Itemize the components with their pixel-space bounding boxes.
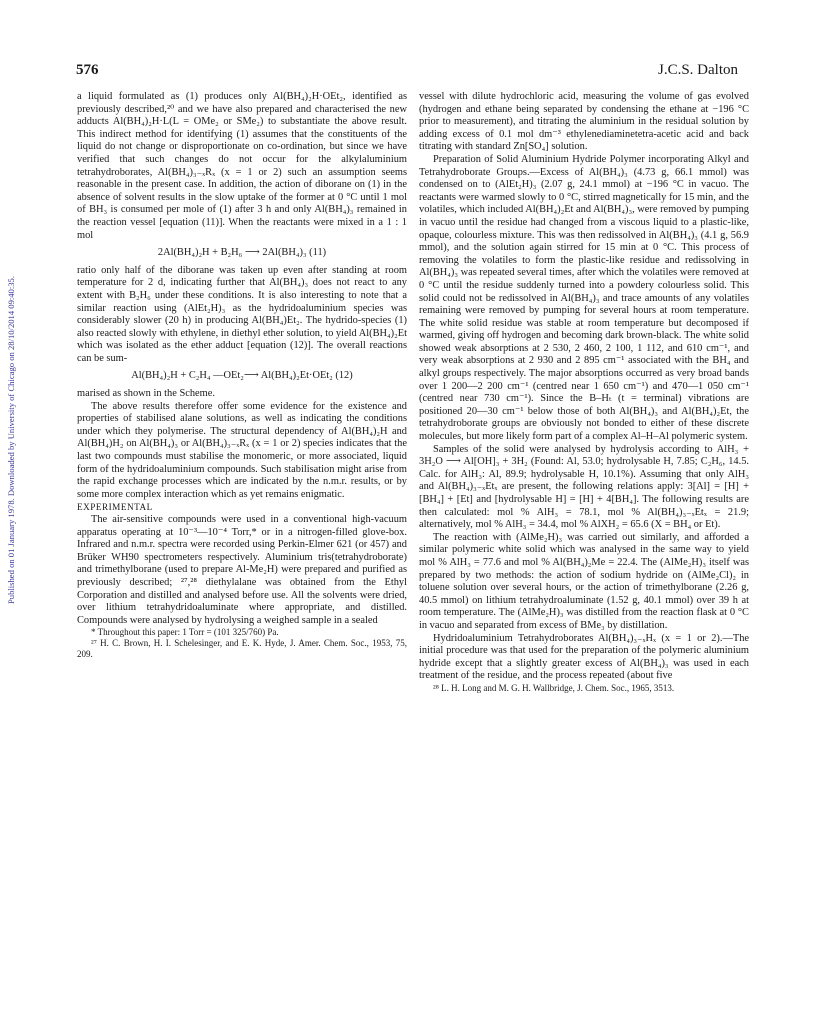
paragraph: marised as shown in the Scheme. bbox=[77, 388, 215, 400]
section-heading: EXPERIMENTAL bbox=[77, 502, 153, 513]
page-number: 576 bbox=[76, 62, 99, 78]
download-watermark bbox=[0, 180, 22, 700]
paragraph: The above results therefore offer some evidence for the existence and properties of stabilised alane solutions, as well as indicating the conditions under which they polymerise. The structural dependency of Al(BH₄)₂H and Al(BH₄)H₂ on Al(BH₄)₃ or Al(BH₄)₃₋ₓRₓ (x = 1 or 2) species indicates that the last two compounds must stabilise the monomeric, or more associated, liquid form of the hydridoaluminium compounds. Such stabilisation might arise from the rapid exchange processes which are indicated by the n.m.r. results, or by some more complex interaction which as yet remains enigmatic. bbox=[77, 400, 407, 500]
paragraph: ratio only half of the diborane was taken up even after standing at room temperature for 2 d, indicating further that Al(BH₄)₃ does not react to any extent with B₂H₆ under these conditions. It is also interesting to note that a similar reaction using (AlEt₂H)₃ as the hydridoaluminium species was considerably slower (20 h) in producing Al(BH₄)Et₂. The hydrido-species (1) also reacted slowly with ethylene, in diethyl ether solution, to yield Al(BH₄)₂Et which was isolated as the ether adduct [equation (12)]. The overall reactions can be sum- bbox=[77, 264, 407, 364]
equation-11: 2Al(BH₄)₂H + B₂H₆ ⟶ 2Al(BH₄)₃ (11) bbox=[157, 247, 327, 259]
paragraph: The air-sensitive compounds were used in a conventional high-vacuum apparatus operating at 10⁻³—10⁻⁴ Torr,* or in a nitrogen-filled glove-box. Infrared and n.m.r. spectra were recorded using Perkin-Elmer 621 (or 457) and Brüker WH90 spectrometers respectively. Aluminium tris(tetrahydroborate) and trimethylborane (used to prepare Al-Me₂H) were prepared and purified as previously described; ²⁷,²⁸ diethylalane was obtained from the Ethyl Corporation and distilled and analysed before use. All the solvents were dried, over lithium tetrahydridoaluminate where appropriate, and distilled. Compounds were analysed by hydrolysing a weighed sample in a sealed bbox=[77, 514, 407, 626]
paragraph: The reaction with (AlMe₂H)₃ was carried out similarly, and afforded a similar polymeric white solid which was analysed in the same way to yield mol % AlH₃ = 77.6 and mol % Al(BH₄)₂Me = 22.4. The (AlMe₂H)₃ itself was prepared by two methods: the action of sodium hydride on (AlMe₂Cl)₂ in toluene solution over several hours, or the action of trimethylborane (2.26 g, 40.5 mmol) on lithium tetrahydroaluminate (1.52 g, 40.1 mmol) over 39 h at room temperature. The (AlMe₂H)₃ was distilled from the reaction flask at 0 °C in vacuo and separated from excess of BMe₃ by distillation. bbox=[419, 531, 749, 631]
download-watermark-text: Published on 01 January 1978. Downloaded by University of Chicago on 28/10/2014 09:40:35. bbox=[6, 276, 16, 604]
paragraph: Preparation of Solid Aluminium Hydride Polymer incorporating Alkyl and Tetrahydroborate Groups.—Excess of Al(BH₄)₃ (4.73 g, 66.1 mmol) was condensed on to (AlEt₂H)₃ (2.07 g, 24.1 mmol) at −196 °C in vacuo. The reactants were warmed slowly to 0 °C, stirred magnetically for 15 min, and the volatiles, which included Al(BH₄)₂Et and Al(BH₄)₃, were removed by pumping in vacuo until the residue had changed from a viscous liquid to a plastic-like, opaque, colourless mixture. This was then redissolved in Al(BH₄)₃ (4.1 g, 56.9 mmol), and the solution again stirred for 15 min at 0 °C. This process of removing the volatiles to form the plastic-like residue and redissolving in Al(BH₄)₃ was repeated several times, after which the volatiles were removed at 0 °C until the residue suddenly turned into a powdery colourless solid. This solid could not be redissolved in Al(BH₄)₃ and trace amounts of any volatiles remaining were removed by pumping for several hours at room temperature. The white solid residue was stable at room temperature but decomposed if warmed, giving off hydrogen and becoming dark brown-black. The white solid showed weak absorptions at 2 530, 2 460, 2 100, 1 112, and 610 cm⁻¹, and very weak absorptions at 2 930 and 2 895 cm⁻¹ associated with the BH₄ and alkyl groups respectively. The major absorptions occurred as very broad bands over 1 200—2 200 cm⁻¹ (centred near 1 650 cm⁻¹) and 470—1 050 cm⁻¹ (centred near 730 cm⁻¹). Since the B–Hₜ (t = terminal) vibrations are positioned 20—30 cm⁻¹ below those of both Al(BH₄)₃ and Al(BH₄)₂Et, the tetrahydroborate groups are obviously not bonded to either of these discrete molecules, but more likely form part of a complex Al–H–Al polymeric system. bbox=[419, 153, 749, 443]
paragraph: vessel with dilute hydrochloric acid, measuring the volume of gas evolved (hydrogen and ethane being separated by condensing the ethane at −196 °C prior to measurement), and titrating the aluminium in the residual solution by adding excess of 0.1 mol dm⁻³ ethylenediaminetetra-acetic acid and back titrating with standard Zn[SO₄] solution. bbox=[419, 91, 749, 153]
paragraph: Hydridoaluminium Tetrahydroborates Al(BH₄)₃₋ₓHₓ (x = 1 or 2).—The initial procedure was that used for the preparation of the polymeric aluminium hydride except that a slightly greater excess of Al(BH₄)₃ was used in each treatment of the residue, and the process repeated (about five bbox=[419, 632, 749, 682]
paragraph: a liquid formulated as (1) produces only Al(BH₄)₂H·OEt₂, identified as previously described,²⁰ and we have also prepared and characterised the new adducts Al(BH₄)₂H·L(L = OMe₂ or SMe₂) to substantiate the above result. This indirect method for identifying (1) assumes that the constituents of the liquid do not change or disproportionate on co-ordination, but since we have verified that such changes do not occur for the alkylaluminium tetrahydroborates, Al(BH₄)₃₋ₓRₓ (x = 1 or 2) such an assumption seems reasonable in the present case. In addition, the action of diborane on (1) in the absence of solvent results in the slow uptake of the former at 0 °C until 1 mol of BH₃ is consumed per mole of (1) after 3 h and only Al(BH₄)₃ remained in the reaction vessel [equation (11)]. When the reactants were mixed in a 1 : 1 mol bbox=[77, 91, 407, 241]
left-column bbox=[77, 91, 407, 660]
equation-12: Al(BH₄)₂H + C₂H₄ —OEt₂⟶ Al(BH₄)₂Et·OEt₂ (12) bbox=[131, 370, 353, 382]
footnote: ²⁸ L. H. Long and M. G. H. Wallbridge, J. Chem. Soc., 1965, 3513. bbox=[433, 682, 675, 693]
right-column bbox=[419, 91, 749, 694]
footnote: * Throughout this paper: 1 Torr = (101 325/760) Pa. bbox=[91, 627, 279, 638]
footnote: ²⁷ H. C. Brown, H. I. Schelesinger, and E. K. Hyde, J. Amer. Chem. Soc., 1953, 75, 209. bbox=[77, 638, 407, 660]
paragraph: Samples of the solid were analysed by hydrolysis according to AlH₃ + 3H₂O ⟶ Al[OH]₃ + 3H₂ (Found: Al, 53.0; hydrolysable H, 7.85; C₂H₆, 14.5. Calc. for AlH₃: Al, 89.9; hydrolysable H, 10.1%). Assuming that only AlH₃ and Al(BH₄)₃₋ₓEtₓ are present, the following relations apply: 3[Al] = [H] + [BH₄] + [Et] and [hydrolysable H] = [H] + 4[BH₄]. The following results are then calculated: mol % AlH₃ = 78.1, mol % Al(BH₄)₃₋ₓEtₓ = 21.9; alternatively, mol % AlH₃ = 34.4, mol % AlXH₂ = 65.6 (X = BH₄ or Et). bbox=[419, 443, 749, 531]
journal-title: J.C.S. Dalton bbox=[657, 62, 738, 78]
